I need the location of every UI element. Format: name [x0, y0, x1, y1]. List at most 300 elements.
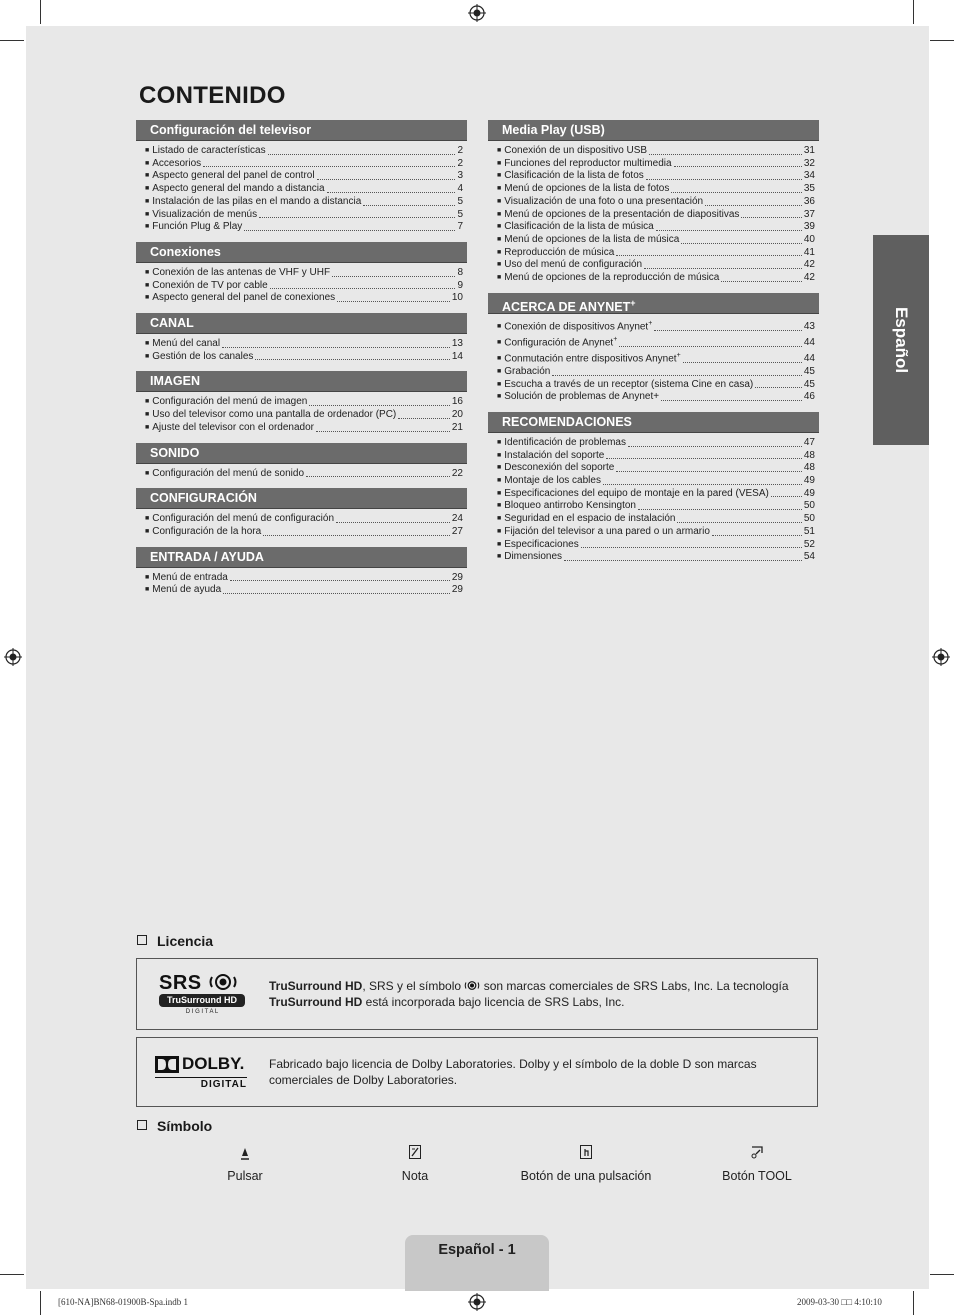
toc-entry-label-text: Seguridad en el espacio de instalación [504, 513, 676, 525]
toc-entry-label-text: Aspecto general del panel de control [152, 170, 315, 182]
toc-entry [497, 170, 815, 183]
toc-dot-leader [628, 446, 802, 447]
toc-dot-leader [671, 192, 802, 193]
toc-entry [145, 572, 463, 585]
srs-text-2: son marcas comerciales de SRS Labs, Inc. La tecnología [480, 979, 789, 993]
toc-section [136, 547, 467, 597]
toc-entry [497, 350, 815, 366]
toc-entry-label-text: Configuración de Anynet [504, 337, 614, 349]
toc-section [488, 293, 819, 404]
symbol-one-touch [506, 1145, 666, 1183]
toc-entry-label-text: Especificaciones del equipo de montaje en la pared (VESA) [504, 487, 769, 499]
toc-entry [497, 334, 815, 350]
toc-entry [497, 209, 815, 222]
toc-entry-page: 44 [803, 337, 815, 349]
toc-entry-label [504, 334, 617, 350]
toc-dot-leader [683, 362, 802, 363]
bullet-square-icon: ■ [145, 223, 150, 231]
toc-entry-label-text: Funciones del reproductor multimedia [504, 157, 672, 169]
srs-text-3: está incorporada bajo licencia de SRS Labs, Inc. [362, 995, 625, 1009]
dolby-logo-text: DOLBY. [182, 1054, 245, 1073]
bullet-square-icon: ■ [497, 339, 502, 347]
toc-dot-leader [552, 375, 802, 376]
crop-mark [0, 1274, 24, 1275]
bullet-square-icon: ■ [145, 398, 150, 406]
toc-entry-label-text: Visualización de una foto o una presentación [504, 195, 704, 207]
toc-entry-page: 43 [803, 321, 815, 333]
toc-left-column [136, 120, 467, 605]
toc-entry-label [504, 158, 671, 171]
toc-entry-label-text: Configuración del menú de sonido [152, 467, 305, 479]
bullet-square-icon: ■ [497, 210, 502, 218]
toc-section-heading [488, 412, 819, 433]
toc-entry-label [504, 526, 710, 539]
toc-dot-leader [616, 471, 802, 472]
toc-entry-page: 42 [803, 272, 815, 284]
toc-entry-label-text: Reproducción de música [504, 246, 615, 258]
bullet-square-icon: ■ [145, 185, 150, 193]
toc-entry-label-text: Montaje de los cables [504, 475, 601, 487]
toc-dot-leader [619, 346, 802, 347]
bullet-square-icon: ■ [145, 352, 150, 360]
toc-entry-page: 44 [803, 353, 815, 365]
bullet-square-icon: ■ [497, 502, 502, 510]
bullet-square-icon: ■ [497, 197, 502, 205]
toc-entry-page: 29 [451, 584, 463, 596]
toc-entry-list [488, 437, 819, 564]
crop-mark [40, 0, 41, 24]
toc-entry-label-text: Bloqueo antirrobo Kensington [504, 500, 636, 512]
licencia-heading [137, 933, 213, 949]
toc-entry-label-text: Menú de opciones de la reproducción de música [504, 272, 720, 284]
bullet-square-icon: ■ [497, 159, 502, 167]
toc-entry [145, 158, 463, 171]
toc-entry-label [504, 379, 753, 392]
srs-logo-sub: D I G I T A L [185, 1009, 219, 1015]
toc-entry [497, 526, 815, 539]
toc-entry [497, 234, 815, 247]
toc-entry-page: 45 [803, 378, 815, 390]
toc-dot-leader [644, 268, 802, 269]
toc-dot-leader [661, 400, 802, 401]
bullet-square-icon: ■ [497, 261, 502, 269]
toc-entry-label [152, 396, 307, 409]
srs-symbol-icon [208, 974, 238, 990]
bullet-square-icon: ■ [497, 147, 502, 154]
toc-entry [497, 183, 815, 196]
bullet-square-icon: ■ [497, 393, 502, 401]
toc-entry [145, 280, 463, 293]
toc-dot-leader [268, 154, 456, 155]
toc-section-heading-label: Configuración del televisor [150, 123, 312, 137]
toc-dot-leader [255, 359, 449, 360]
toc-section [488, 120, 819, 285]
toc-dot-leader [638, 509, 802, 510]
toc-section-heading-label: ACERCA DE ANYNET [502, 299, 631, 314]
toc-entry [497, 379, 815, 392]
dolby-license-box [136, 1037, 818, 1107]
bullet-square-icon: ■ [497, 235, 502, 243]
toc-section-heading [136, 371, 467, 392]
toc-entry [497, 500, 815, 513]
toc-entry-label [504, 391, 659, 404]
symbol-tool-label: Botón TOOL [722, 1169, 792, 1183]
toc-entry-list [136, 572, 467, 597]
toc-dot-leader [327, 192, 456, 193]
toc-entry-page: 48 [803, 449, 815, 461]
toc-dot-leader [398, 418, 450, 419]
toc-entry-page: 36 [803, 195, 815, 207]
dolby-logo [155, 1054, 255, 1090]
toc-entry-label-text: Grabación [504, 365, 551, 377]
toc-entry-page: 51 [803, 525, 815, 537]
toc-entry-label [504, 475, 601, 488]
registration-mark-icon [468, 4, 486, 22]
toc-entry-page: 10 [451, 292, 463, 304]
toc-dot-leader [656, 230, 802, 231]
toc-entry-list [136, 513, 467, 538]
toc-entry-label-text: Conexión de TV por cable [152, 279, 268, 291]
toc-dot-leader [616, 255, 802, 256]
bullet-square-icon: ■ [497, 185, 502, 193]
toc-entry-sup: + [613, 335, 618, 343]
toc-entry-page: 24 [451, 513, 463, 525]
toc-section-heading-label: Conexiones [150, 244, 221, 259]
toc-entry-label-text: Configuración del menú de imagen [152, 396, 308, 408]
toc-dot-leader [203, 166, 455, 167]
toc-entry-label-text: Instalación de las pilas en el mando a distancia [152, 195, 362, 207]
toc-entry-page: 31 [803, 145, 815, 156]
toc-dot-leader [741, 217, 801, 218]
bullet-square-icon: ■ [145, 411, 150, 419]
toc-entry [145, 183, 463, 196]
crop-mark [0, 40, 24, 41]
srs-license-text [269, 978, 809, 1010]
toc-dot-leader [755, 387, 802, 388]
toc-entry-label [152, 221, 242, 234]
toc-entry-list [136, 468, 467, 481]
bullet-square-icon: ■ [145, 573, 150, 581]
toc-dot-leader [681, 243, 802, 244]
toc-dot-leader [332, 276, 455, 277]
toc-dot-leader [712, 535, 802, 536]
toc-dot-leader [721, 281, 802, 282]
toc-entry-label-text: Aspecto general del mando a distancia [152, 183, 325, 195]
toc-dot-leader [263, 535, 450, 536]
toc-entry-label-text: Dimensiones [504, 551, 563, 563]
toc-entry-page: 3 [457, 170, 463, 182]
toc-entry-label [152, 209, 257, 222]
toc-entry-label-text: Ajuste del televisor con el ordenador [152, 421, 314, 433]
bullet-square-icon: ■ [497, 367, 502, 375]
toc-dot-leader [581, 547, 802, 548]
toc-dot-leader [654, 330, 802, 331]
bullet-square-icon: ■ [145, 147, 150, 154]
toc-entry [145, 196, 463, 209]
toc-dot-leader [337, 301, 450, 302]
toc-entry-label [504, 196, 703, 209]
simbolo-heading [137, 1118, 212, 1134]
toc-entry [497, 450, 815, 463]
toc-entry [145, 351, 463, 364]
toc-entry [497, 318, 815, 334]
toc-entry-label [504, 450, 604, 463]
toc-entry-page: 52 [803, 538, 815, 550]
toc-entry [145, 422, 463, 435]
toc-entry-page: 34 [803, 170, 815, 182]
toc-entry-page: 42 [803, 259, 815, 271]
bullet-square-icon: ■ [497, 355, 502, 363]
toc-section-heading [488, 293, 819, 314]
registration-mark-icon [4, 648, 22, 666]
toc-entry-label [504, 247, 614, 260]
toc-entry-page: 50 [803, 500, 815, 512]
srs-logo [159, 974, 249, 1015]
toc-dot-leader [244, 230, 455, 231]
srs-brand-1: TruSurround HD [269, 979, 363, 993]
toc-entry-label [504, 259, 642, 272]
toc-entry-page: 22 [451, 467, 463, 479]
toc-entry-label [152, 145, 265, 158]
toc-section-heading-label: SONIDO [150, 445, 200, 460]
crop-mark [40, 1291, 41, 1315]
toc-section [136, 371, 467, 434]
toc-dot-leader [309, 405, 450, 406]
crop-mark [913, 0, 914, 24]
crop-mark [913, 1291, 914, 1315]
toc-entry-sup: + [676, 351, 681, 359]
toc-entry-label-text: Especificaciones [504, 538, 579, 550]
toc-entry-label [504, 145, 647, 158]
toc-entry-page: 49 [803, 487, 815, 499]
toc-entry-page: 40 [803, 233, 815, 245]
toc-entry [497, 145, 815, 158]
toc-section [136, 120, 467, 234]
bullet-square-icon: ■ [145, 197, 150, 205]
toc-entry-page: 20 [451, 409, 463, 421]
toc-entry [145, 513, 463, 526]
toc-entry-label [504, 350, 680, 366]
srs-license-box [136, 958, 818, 1030]
toc-entry-page: 29 [451, 571, 463, 583]
toc-section-heading [136, 120, 467, 141]
language-side-tab [873, 235, 929, 445]
toc-entry-page: 8 [457, 266, 463, 278]
bullet-square-icon: ■ [145, 586, 150, 594]
toc-section-heading [136, 547, 467, 568]
toc-entry-sup: + [648, 319, 653, 327]
toc-entry-page: 35 [803, 183, 815, 195]
toc-dot-leader [317, 179, 456, 180]
toc-entry-page: 49 [803, 475, 815, 487]
toc-entry-label-text: Menú de ayuda [152, 584, 222, 596]
toc-entry [497, 366, 815, 379]
toc-entry-label-text: Uso del menú de configuración [504, 259, 643, 271]
toc-dot-leader [674, 166, 802, 167]
toc-entry [145, 584, 463, 597]
toc-right-column [488, 120, 819, 572]
toc-entry-label [152, 526, 261, 539]
toc-entry-label-text: Menú del canal [152, 338, 221, 350]
toc-entry-list [488, 318, 819, 404]
toc-entry-page: 32 [803, 157, 815, 169]
toc-entry [497, 247, 815, 260]
toc-entry-page: 5 [457, 195, 463, 207]
toc-entry-page: 7 [457, 221, 463, 233]
toc-entry-label-text: Menú de opciones de la lista de fotos [504, 183, 670, 195]
toc-dot-leader [646, 179, 802, 180]
bullet-square-icon: ■ [497, 553, 502, 561]
toc-entry-label [152, 183, 324, 196]
toc-entry [497, 158, 815, 171]
toc-entry-label-text: Clasificación de la lista de música [504, 221, 654, 233]
toc-entry-label [152, 572, 228, 585]
toc-entry-label [152, 338, 220, 351]
toc-entry-page: 41 [803, 246, 815, 258]
toc-entry [145, 396, 463, 409]
toc-entry-label [152, 584, 221, 597]
bullet-square-icon: ■ [497, 380, 502, 388]
toc-entry-label-text: Configuración del menú de configuración [152, 513, 335, 525]
toc-entry-label-text: Visualización de menús [152, 208, 258, 220]
toc-dot-leader [223, 593, 450, 594]
page-number-label: Español - 1 [438, 1242, 516, 1258]
toc-entry-label [152, 292, 335, 305]
toc-entry-list [136, 338, 467, 363]
note-icon [335, 1145, 495, 1165]
toc-entry-page: 27 [451, 525, 463, 537]
toc-entry-label-text: Aspecto general del panel de conexiones [152, 292, 336, 304]
bullet-square-icon: ■ [497, 540, 502, 548]
toc-entry [497, 513, 815, 526]
bullet-square-icon: ■ [145, 515, 150, 523]
bullet-square-icon: ■ [497, 464, 502, 472]
bullet-square-icon: ■ [497, 451, 502, 459]
toc-entry-list [488, 145, 819, 285]
toc-entry-label-text: Menú de opciones de la presentación de diapositivas [504, 208, 740, 220]
toc-entry-label [152, 158, 201, 171]
toc-entry [145, 145, 463, 158]
toc-section-heading-label: ENTRADA / AYUDA [150, 549, 264, 564]
toc-entry-label [504, 272, 719, 285]
bullet-square-icon: ■ [145, 469, 150, 477]
toc-entry-label-text: Fijación del televisor a una pared o un armario [504, 525, 710, 537]
bullet-square-icon: ■ [145, 210, 150, 218]
toc-dot-leader [705, 205, 802, 206]
toc-entry-page: 45 [803, 365, 815, 377]
toc-dot-leader [363, 205, 455, 206]
toc-entry [145, 292, 463, 305]
toc-entry-page: 5 [457, 208, 463, 220]
toc-entry-label [504, 221, 654, 234]
toc-entry [145, 409, 463, 422]
bullet-square-icon: ■ [497, 489, 502, 497]
toc-entry-label [504, 183, 669, 196]
toc-entry [497, 437, 815, 450]
toc-dot-leader [649, 154, 802, 155]
toc-entry [497, 551, 815, 564]
dolby-license-text: Fabricado bajo licencia de Dolby Laboratories. Dolby y el símbolo de la doble D son marcas comerciales de Dolby Laboratories. [269, 1057, 757, 1087]
toc-dot-leader [603, 484, 802, 485]
toc-entry [497, 488, 815, 501]
toc-entry-page: 48 [803, 462, 815, 474]
toc-section [136, 443, 467, 481]
toc-entry-label [504, 318, 652, 334]
toc-section-heading-label: Media Play (USB) [502, 123, 605, 137]
press-icon [165, 1145, 325, 1165]
toc-entry-page: 37 [803, 208, 815, 220]
bullet-square-icon: ■ [145, 159, 150, 167]
toc-section [136, 313, 467, 363]
bullet-square-icon: ■ [145, 172, 150, 180]
toc-entry-page: 13 [451, 338, 463, 350]
bullet-square-icon: ■ [145, 281, 150, 289]
page-title: CONTENIDO [139, 82, 286, 109]
toc-dot-leader [230, 580, 450, 581]
toc-section-heading [136, 488, 467, 509]
double-d-icon [155, 1056, 179, 1073]
toc-entry-label-text: Conexión de dispositivos Anynet [504, 321, 649, 333]
toc-entry-label-text: Clasificación de la lista de fotos [504, 170, 644, 182]
toc-dot-leader [336, 522, 450, 523]
print-slug-file: [610-NA]BN68-01900B-Spa.indb 1 [58, 1297, 188, 1307]
bullet-square-icon: ■ [145, 527, 150, 535]
toc-entry [145, 170, 463, 183]
toc-entry-label-text: Menú de entrada [152, 571, 228, 583]
toc-section [136, 242, 467, 305]
checkbox-square-icon [137, 1120, 147, 1130]
toc-entry-label-text: Configuración de la hora [152, 525, 262, 537]
toc-entry-label-text: Función Plug & Play [152, 221, 243, 233]
toc-entry-label [504, 366, 550, 379]
toc-section [488, 412, 819, 564]
toc-entry-label-text: Conexión de un dispositivo USB [504, 145, 648, 156]
toc-entry-page: 9 [457, 279, 463, 291]
toc-entry-page: 2 [457, 145, 463, 156]
crop-mark [930, 1274, 954, 1275]
dolby-logo-sub: DIGITAL [155, 1077, 247, 1090]
toc-entry [145, 526, 463, 539]
toc-entry-label [504, 488, 769, 501]
toc-entry-label-text: Escucha a través de un receptor (sistema Cine en casa) [504, 378, 754, 390]
tool-icon [677, 1145, 837, 1165]
one-touch-icon [506, 1145, 666, 1165]
symbol-one-touch-label: Botón de una pulsación [520, 1169, 652, 1183]
symbol-press-label: Pulsar [227, 1169, 263, 1183]
toc-entry-label-text: Conmutación entre dispositivos Anynet [504, 353, 677, 365]
toc-entry [497, 196, 815, 209]
toc-entry [145, 221, 463, 234]
toc-entry-label-text: Uso del televisor como una pantalla de ordenador (PC) [152, 409, 397, 421]
toc-entry-label-text: Conexión de las antenas de VHF y UHF [152, 266, 331, 278]
toc-section-heading-label: CONFIGURACIÓN [150, 491, 257, 506]
toc-entry-label [504, 437, 626, 450]
toc-entry-page: 50 [803, 513, 815, 525]
bullet-square-icon: ■ [145, 268, 150, 276]
toc-entry-label [504, 170, 644, 183]
print-slug-date: 2009-03-30 □□ 4:10:10 [797, 1297, 882, 1307]
toc-entry-label-text: Solución de problemas de Anynet+ [504, 391, 660, 403]
toc-dot-leader [222, 347, 450, 348]
toc-entry [497, 391, 815, 404]
toc-section-heading-sup: + [630, 297, 636, 308]
toc-entry-label [504, 462, 614, 475]
toc-entry [497, 272, 815, 285]
toc-entry-label-text: Listado de características [152, 145, 266, 156]
toc-section-heading [136, 443, 467, 464]
bullet-square-icon: ■ [497, 477, 502, 485]
bullet-square-icon: ■ [497, 323, 502, 331]
